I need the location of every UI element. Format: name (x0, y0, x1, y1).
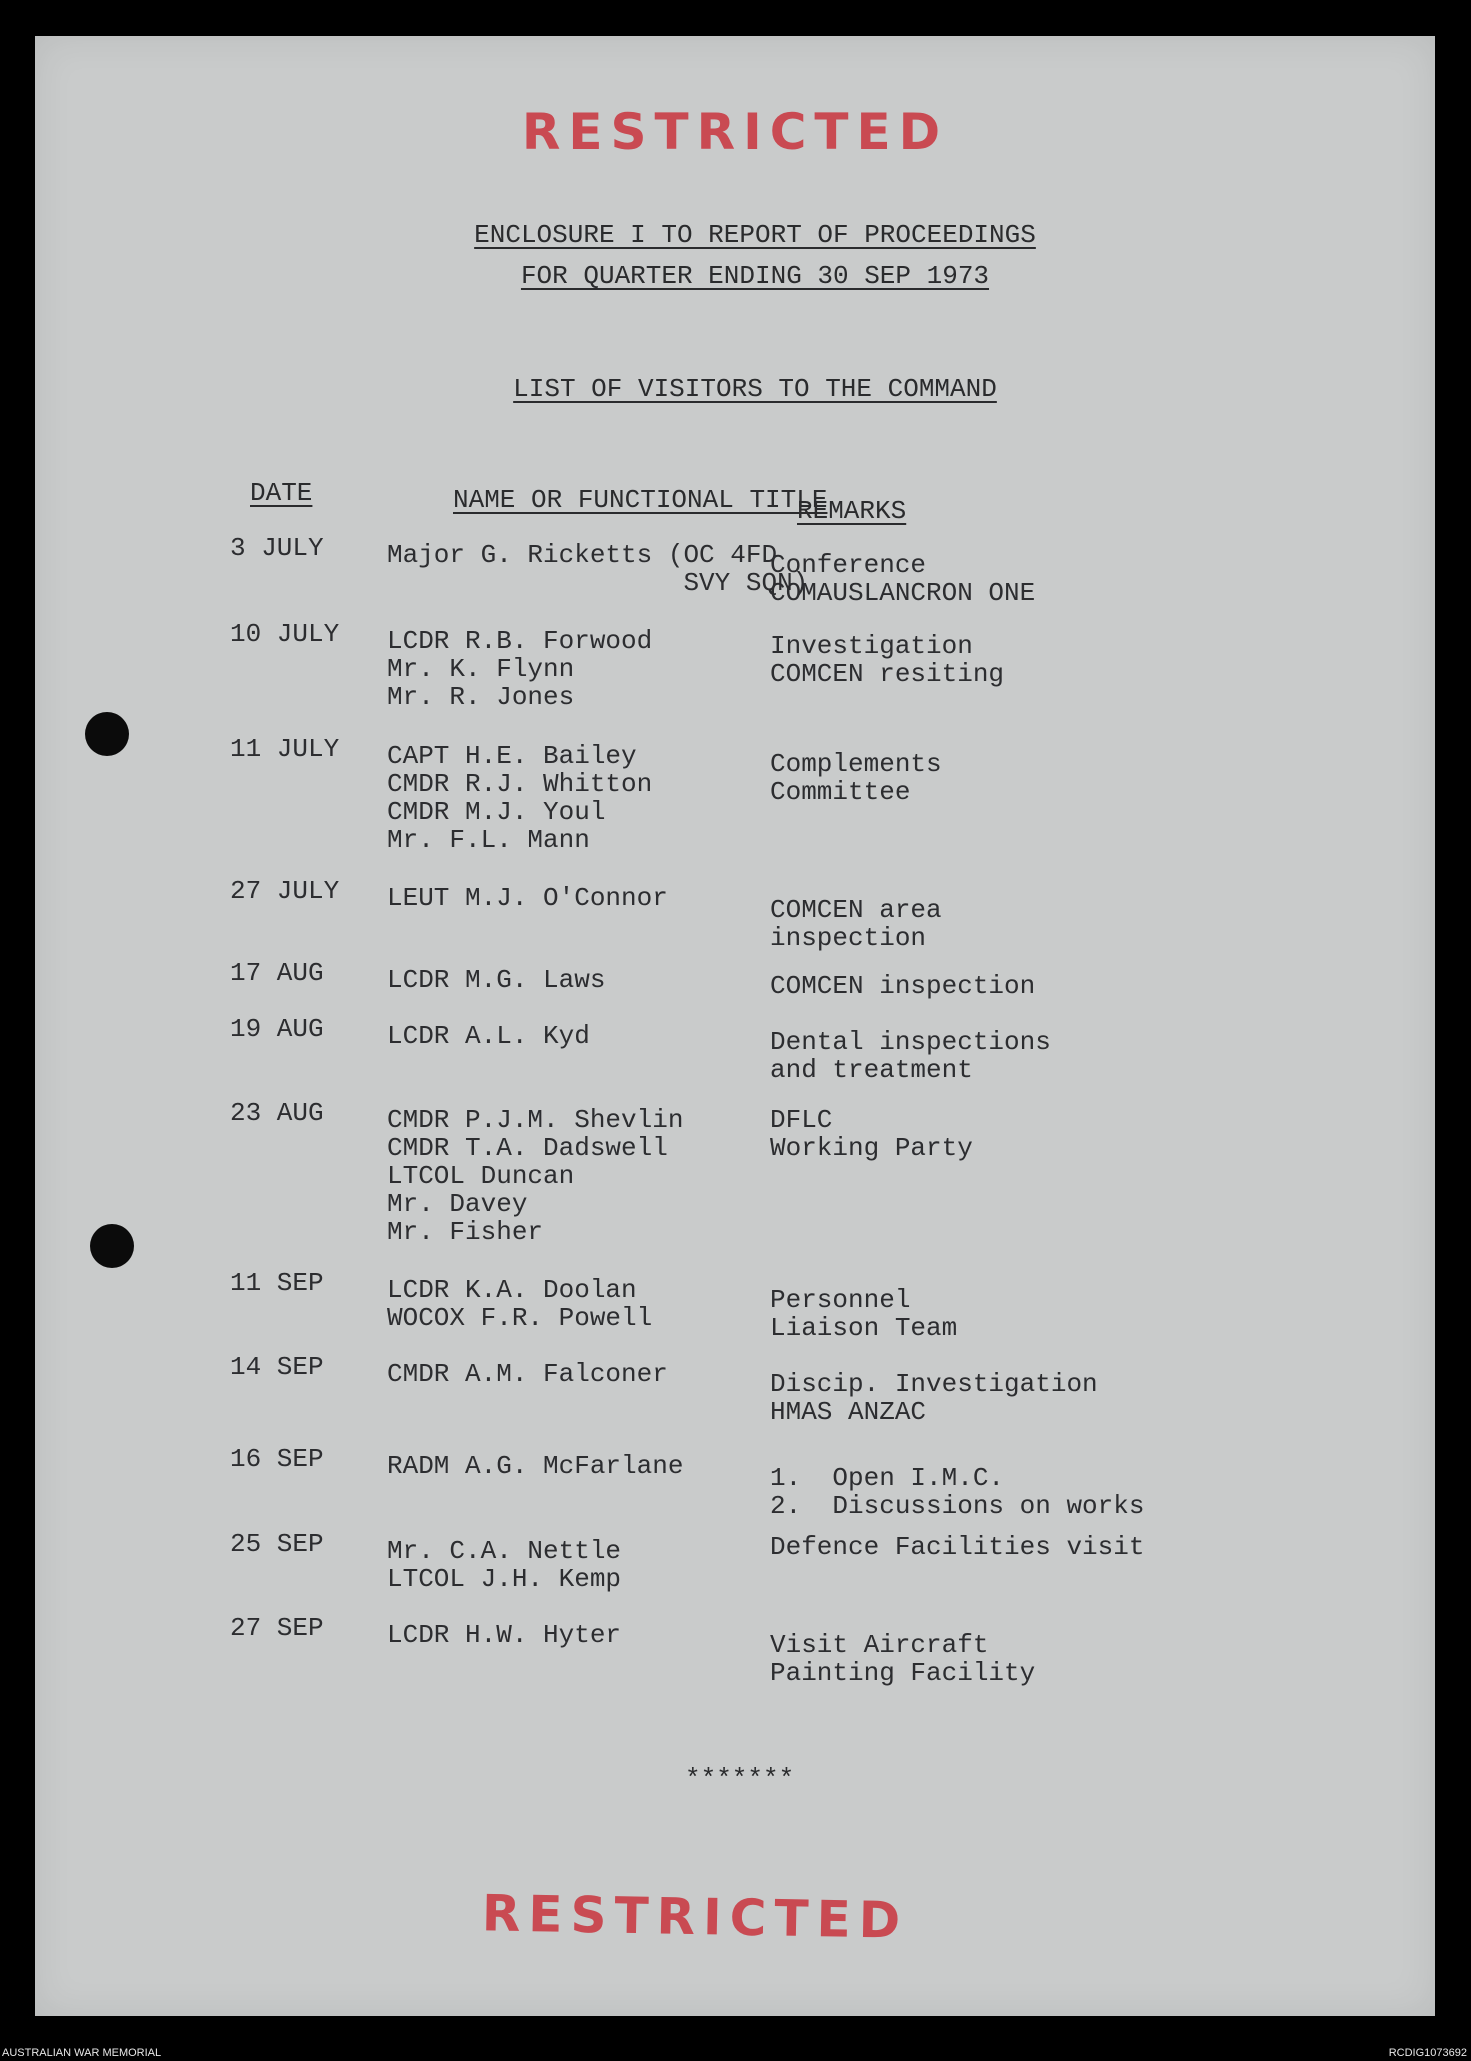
remark-line: Personnel (770, 1285, 911, 1315)
remark-line: COMCEN area (770, 895, 942, 925)
visitor-name: Mr. C.A. Nettle (387, 1536, 622, 1566)
visit-date: 10 JULY (230, 619, 340, 649)
remark-line: Complements (770, 749, 942, 779)
visitor-name: LCDR K.A. Doolan (387, 1275, 637, 1305)
punch-hole-lower (90, 1224, 134, 1268)
restricted-stamp-top: RESTRICTED (521, 103, 949, 161)
remark-line: DFLC (770, 1105, 833, 1135)
visitor-name: Major G. Ricketts (OC 4FD (387, 540, 778, 570)
visitor-name: CMDR M.J. Youl (387, 797, 606, 827)
remark-line: and treatment (770, 1055, 973, 1085)
visitor-names (387, 742, 652, 854)
visitor-name: LCDR R.B. Forwood (387, 626, 653, 656)
visitor-name: LCDR M.G. Laws (387, 965, 606, 995)
remark-line: 2. Discussions on works (770, 1491, 1145, 1521)
visitor-name: RADM A.G. McFarlane (387, 1451, 684, 1481)
remark-line: HMAS ANZAC (770, 1397, 927, 1427)
visitor-name: LTCOL J.H. Kemp (387, 1564, 622, 1594)
visit-date: 3 JULY (230, 533, 324, 563)
date-column-header: DATE (250, 478, 313, 508)
visit-remarks (770, 750, 942, 806)
remark-line: Defence Facilities visit (770, 1532, 1145, 1562)
visit-remarks (770, 1631, 1035, 1687)
remark-line: COMCEN resiting (770, 659, 1005, 689)
visitor-name: LCDR A.L. Kyd (387, 1021, 590, 1051)
remark-line: 1. Open I.M.C. (770, 1463, 1005, 1493)
visitor-names (387, 1537, 621, 1593)
visitor-names (387, 884, 668, 912)
remark-line: Liaison Team (770, 1313, 958, 1343)
name-column-header: NAME OR FUNCTIONAL TITLE (453, 485, 828, 515)
visit-remarks (770, 1106, 973, 1162)
visitor-names (387, 1621, 621, 1649)
visit-remarks (770, 1370, 1098, 1426)
remark-line: Discip. Investigation (770, 1369, 1098, 1399)
visit-remarks (770, 551, 1035, 607)
visitor-names (387, 1106, 683, 1246)
remark-line: inspection (770, 923, 927, 953)
restricted-stamp-bottom: RESTRICTED (481, 1884, 909, 1950)
visit-remarks (770, 632, 1004, 688)
visitor-name: Mr. F.L. Mann (387, 825, 590, 855)
quarter-heading: FOR QUARTER ENDING 30 SEP 1973 (520, 261, 990, 291)
visit-date: 14 SEP (230, 1352, 324, 1382)
visit-remarks (770, 896, 942, 952)
visitor-name: CMDR R.J. Whitton (387, 769, 653, 799)
visitor-name: LCDR H.W. Hyter (387, 1620, 622, 1650)
list-title: LIST OF VISITORS TO THE COMMAND (513, 374, 997, 404)
visit-date: 11 JULY (230, 734, 340, 764)
footer-source: AUSTRALIAN WAR MEMORIAL (2, 2047, 162, 2059)
end-mark: ******* (685, 1764, 795, 1794)
visit-date: 11 SEP (230, 1268, 324, 1298)
visitor-name: Mr. K. Flynn (387, 654, 575, 684)
remark-line: COMAUSLANCRON ONE (770, 578, 1036, 608)
document-page (35, 36, 1435, 2016)
visitor-name: CMDR P.J.M. Shevlin (387, 1105, 684, 1135)
visit-remarks (770, 1028, 1051, 1084)
visit-date: 16 SEP (230, 1444, 324, 1474)
visit-remarks (770, 1286, 957, 1342)
visitor-name: CMDR A.M. Falconer (387, 1359, 668, 1389)
punch-hole-upper (85, 712, 129, 756)
visitor-names (387, 627, 652, 711)
visit-remarks (770, 972, 1035, 1000)
visitor-name: Mr. Davey (387, 1189, 528, 1219)
remark-line: COMCEN inspection (770, 971, 1036, 1001)
visitor-name: CAPT H.E. Bailey (387, 741, 637, 771)
visit-date: 27 SEP (230, 1613, 324, 1643)
remark-line: Working Party (770, 1133, 973, 1163)
visit-remarks (770, 1464, 1144, 1520)
remark-line: Investigation (770, 631, 973, 661)
visitor-name: LTCOL Duncan (387, 1161, 575, 1191)
visit-remarks (770, 1533, 1144, 1561)
visit-date: 23 AUG (230, 1098, 324, 1128)
visitor-names (387, 1452, 683, 1480)
visitor-name: LEUT M.J. O'Connor (387, 883, 668, 913)
visit-date: 17 AUG (230, 958, 324, 988)
visitor-names (387, 541, 808, 597)
visitor-names (387, 1360, 668, 1388)
footer-id: RCDIG1073692 (1388, 2047, 1467, 2059)
enclosure-heading: ENCLOSURE I TO REPORT OF PROCEEDINGS (474, 220, 1036, 250)
visitor-name: Mr. Fisher (387, 1217, 544, 1247)
remark-line: Visit Aircraft (770, 1630, 989, 1660)
visit-date: 25 SEP (230, 1529, 324, 1559)
visit-date: 27 JULY (230, 876, 340, 906)
visitor-name: WOCOX F.R. Powell (387, 1303, 653, 1333)
remarks-column-header: REMARKS (797, 496, 907, 526)
remark-line: Painting Facility (770, 1658, 1036, 1688)
remark-line: Dental inspections (770, 1027, 1051, 1057)
visit-date: 19 AUG (230, 1014, 324, 1044)
visitor-names (387, 1276, 652, 1332)
visitor-names (387, 966, 605, 994)
visitor-name: SVY SQN) (387, 568, 809, 598)
visitor-names (387, 1022, 590, 1050)
visitor-name: Mr. R. Jones (387, 682, 575, 712)
visitor-name: CMDR T.A. Dadswell (387, 1133, 668, 1163)
remark-line: Conference (770, 550, 927, 580)
remark-line: Committee (770, 777, 911, 807)
